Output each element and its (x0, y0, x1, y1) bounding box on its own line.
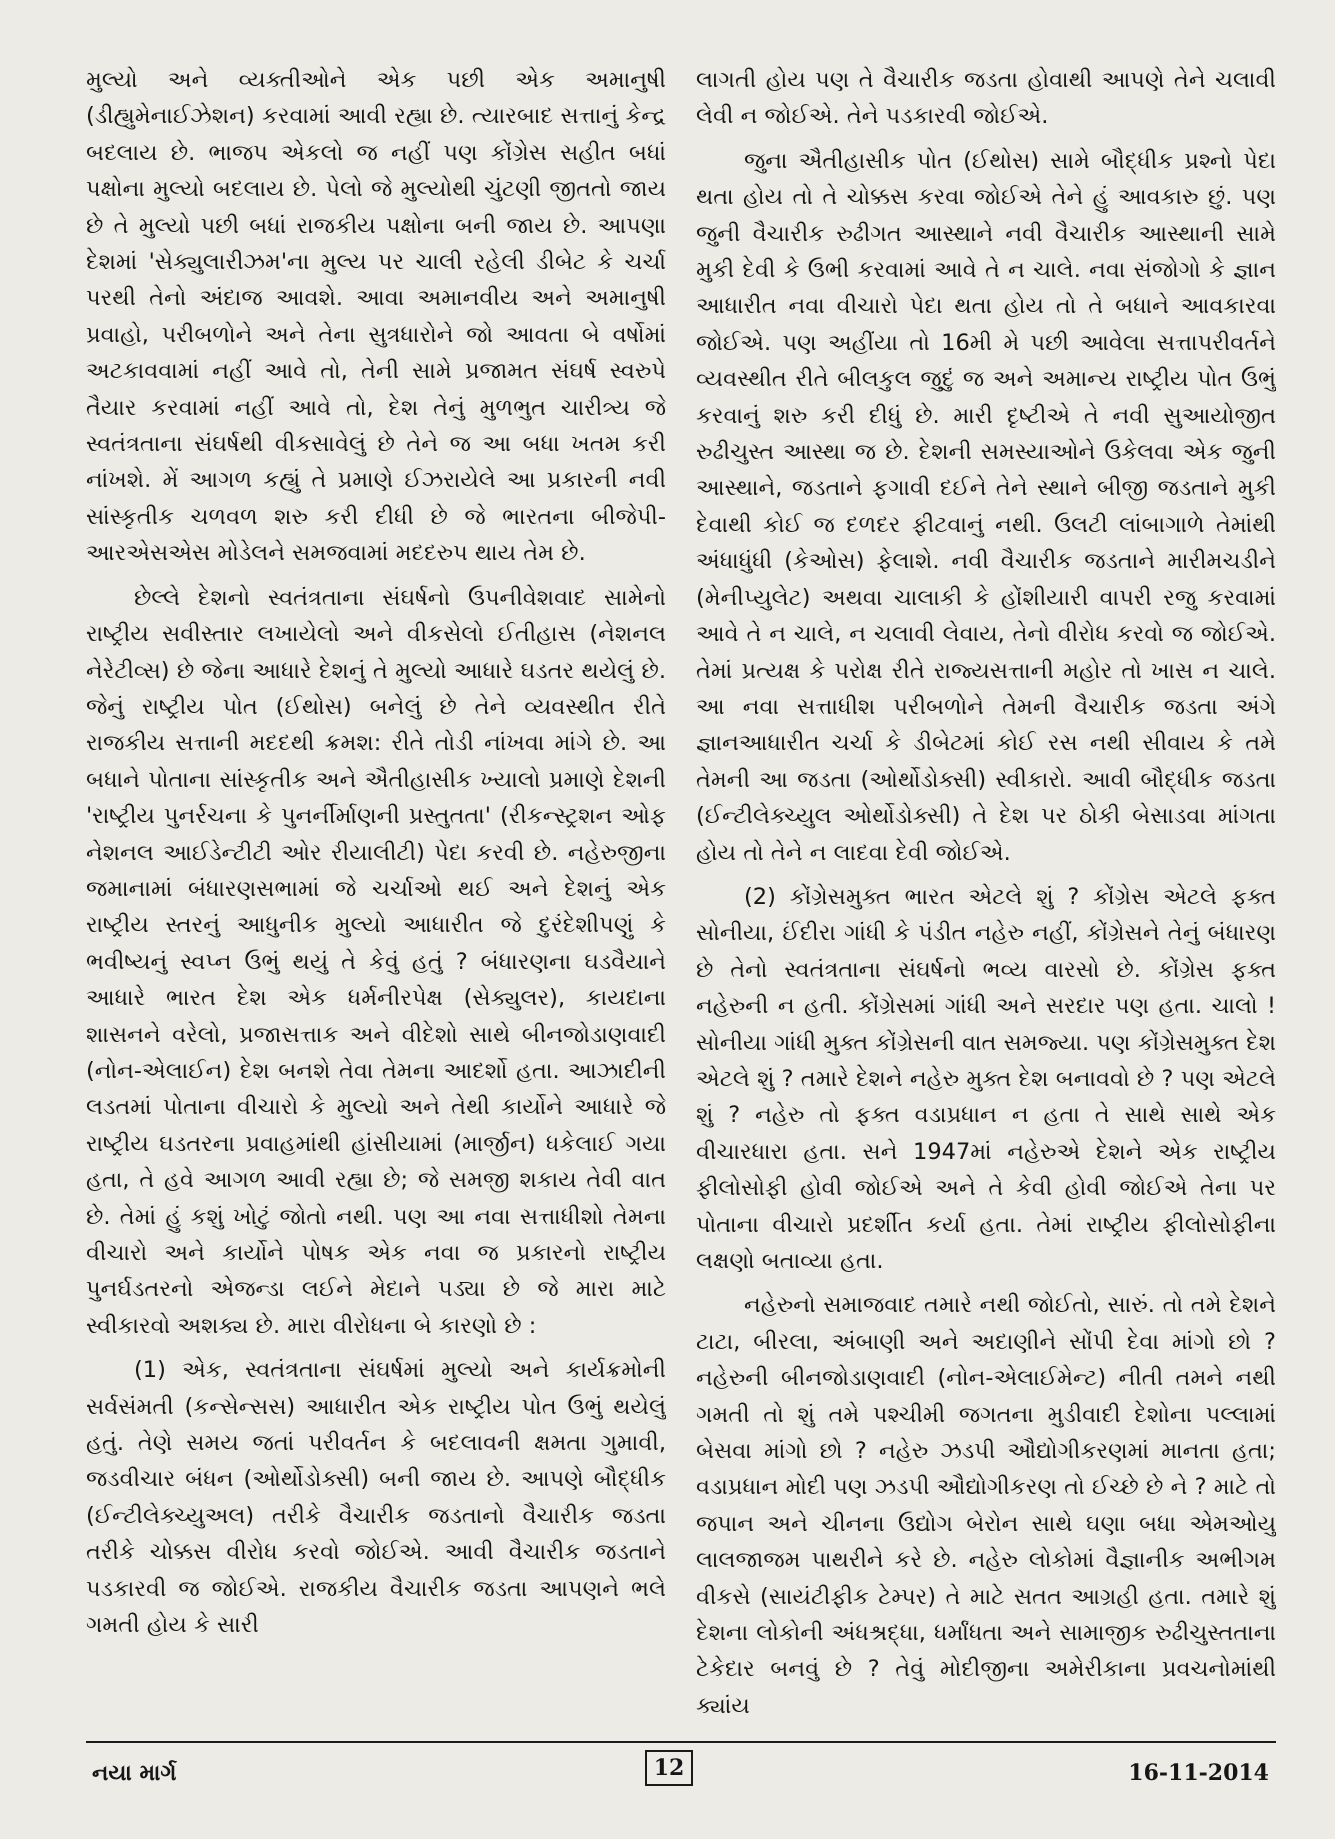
left-column (86, 62, 666, 1734)
paragraph: લાગતી હોય પણ તે વૈચારીક જડતા હોવાથી આપણે તેને ચલાવી લેવી ન જોઈએ. તેને પડકારવી જોઈએ. (696, 67, 1276, 130)
paragraph: (2) કોંગ્રેસમુક્ત ભારત એટલે શું ? કોંગ્રેસ એટલે ફક્ત સોનીયા, ઈંદીરા ગાંધી કે પંડીત નહેરુ નહીં, કોંગ્રેસને તેનું બંધારણ છે તેનો સ્વતંત્રતાના સંઘર્ષનો ભવ્ય વારસો છે. કોંગ્રેસ ફક્ત નહેરુની ન હતી. કોંગ્રેસમાં ગાંધી અને સરદાર પણ હતા. ચાલો ! સોનીયા ગાંધી મુક્ત કોંગ્રેસની વાત સમજ્યા. પણ કોંગ્રેસમુક્ત દેશ એટલે શું ? તમારે દેશને નહેરુ મુક્ત દેશ બનાવવો છે ? પણ એટલે શું ? નહેરુ તો ફક્ત વડાપ્રધાન ન હતા તે સાથે સાથે એક વીચારધારા હતા. સને 1947માં નહેરુએ દેશને એક રાષ્ટ્રીય ફીલોસોફી હોવી જોઈએ અને તે કેવી હોવી જોઈએ તેના પર પોતાના વીચારો પ્રદર્શીત કર્યા હતા. તેમાં રાષ્ટ્રીય ફીલોસોફીના લક્ષણો બતાવ્યા હતા. (696, 883, 1276, 1274)
right-column (696, 62, 1276, 1734)
footer-divider (86, 1741, 1276, 1743)
paragraph: છેલ્લે દેશનો સ્વતંત્રતાના સંઘર્ષનો ઉપનીવેશવાદ સામેનો રાષ્ટ્રીય સવીસ્તાર લખાયેલો અને વીકસેલો ઈતીહાસ (નેશનલ નેરેટીવ્સ) છે જેના આધારે દેશનું તે મુલ્યો આધારે ઘડતર થયેલું છે. જેનું રાષ્ટ્રીય પોત (ઈથોસ) બનેલું છે તેને વ્યવસ્થીત રીતે રાજકીય સત્તાની મદદથી ક્રમશ: રીતે તોડી નાંખવા માંગે છે. આ બધાને પોતાના સાંસ્કૃતીક અને ઐતીહાસીક ખ્યાલો પ્રમાણે દેશની 'રાષ્ટ્રીય પુનર્રચના કે પુનર્નીર્માણની પ્રસ્તુતતા' (રીકન્સ્ટ્રશન ઓફ નેશનલ આઈડેન્ટીટી ઓર રીયાલીટી) પેદા કરવી છે. નહેરુજીના જમાનામાં બંધારણસભામાં જે ચર્ચાઓ થઈ અને દેશનું એક રાષ્ટ્રીય સ્તરનું આધુનીક મુલ્યો આધારીત જે દુરંદેશીપણું કે ભવીષ્યનું સ્વપ્ન ઉભું થયું તે કેવું હતું ? બંધારણના ઘડવૈયાને આધારે ભારત દેશ એક ધર્મનીરપેક્ષ (સેક્યુલર), કાયદાના શાસનને વરેલો, પ્રજાસત્તાક અને વીદેશો સાથે બીનજોડાણવાદી (નોન-એલાઈન) દેશ બનશે તેવા તેમના આદર્શો હતા. આઝાદીની લડતમાં પોતાના વીચારો કે મુલ્યો અને તેથી કાર્યોને આધારે જે રાષ્ટ્રીય ઘડતરના પ્રવાહમાંથી હાંસીયામાં (માર્જીન) ધકેલાઈ ગયા હતા, તે હવે આગળ આવી રહ્યા છે; જે સમજી શકાય તેવી વાત છે. તેમાં હું કશું ખોટું જોતો નથી. પણ આ નવા સત્તાધીશો તેમના વીચારો અને કાર્યોને પોષક એક નવા જ પ્રકારનો રાષ્ટ્રીય પુનર્ઘડતરનો એજન્ડા લઈને મેદાને પડ્યા છે જે મારા માટે સ્વીકારવો અશક્ય છે. મારા વીરોધના બે કારણો છે : (86, 584, 666, 1339)
article-body (86, 62, 1276, 1734)
paragraph: જુના ઐતીહાસીક પોત (ઈથોસ) સામે બૌદ્ધીક પ્રશ્નો પેદા થતા હોય તો તે ચોક્કસ કરવા જોઈએ તેને હું આવકારુ છું. પણ જુની વૈચારીક રુઢીગત આસ્થાને નવી વૈચારીક આસ્થાની સામે મુકી દેવી કે ઉભી કરવામાં આવે તે ન ચાલે. નવા સંજોગો કે જ્ઞાન આધારીત નવા વીચારો પેદા થતા હોય તો તે બધાને આવકારવા જોઈએ. પણ અહીંયા તો 16મી મે પછી આવેલા સત્તાપરીવર્તને વ્યવસ્થીત રીતે બીલકુલ જુદું જ અને અમાન્ય રાષ્ટ્રીય પોત ઉભું કરવાનું શરુ કરી દીધું છે. મારી દૃષ્ટીએ તે નવી સુઆયોજીત રુઢીચુસ્ત આસ્થા જ છે. દેશની સમસ્યાઓને ઉકેલવા એક જુની આસ્થાને, જડતાને ફગાવી દઈને તેને સ્થાને બીજી જડતાને મુકી દેવાથી કોઈ જ દળદર ફીટવાનું નથી. ઉલટી લાંબાગાળે તેમાંથી અંધાધુંધી (કેઓસ) ફેલાશે. નવી વૈચારીક જડતાને મારીમચડીને (મેનીપ્યુલેટ) અથવા ચાલાકી કે હોંશીયારી વાપરી રજુ કરવામાં આવે તે ન ચાલે, ન ચલાવી લેવાય, તેનો વીરોધ કરવો જ જોઈએ. તેમાં પ્રત્યક્ષ કે પરોક્ષ રીતે રાજ્યસત્તાની મહોર તો ખાસ ન ચાલે. આ નવા સત્તાધીશ પરીબળોને તેમની વૈચારીક જડતા અંગે જ્ઞાનઆધારીત ચર્ચા કે ડીબેટમાં કોઈ રસ નથી સીવાય કે તમે તેમની આ જડતા (ઓર્થોડોક્સી) સ્વીકારો. આવી બૌદ્ધીક જડતા (ઈન્ટીલેક્ચ્યુલ ઓર્થોડોક્સી) તે દેશ પર ઠોકી બેસાડવા માંગતા હોય તો તેને ન લાદવા દેવી જોઈએ. (696, 147, 1276, 866)
paragraph: (1) એક, સ્વતંત્રતાના સંઘર્ષમાં મુલ્યો અને કાર્યક્રમોની સર્વસંમતી (કન્સેન્સસ) આધારીત એક રાષ્ટ્રીય પોત ઉભું થયેલું હતું. તેણે સમય જતાં પરીવર્તન કે બદલાવની ક્ષમતા ગુમાવી, જડવીચાર બંધન (ઓર્થોડોક્સી) બની જાય છે. આપણે બૌદ્ધીક (ઈન્ટીલેક્ચ્યુઅલ) તરીકે વૈચારીક જડતાનો વૈચારીક જડતા તરીકે ચોક્કસ વીરોધ કરવો જોઈએ. આવી વૈચારીક જડતાને પડકારવી જ જોઈએ. રાજકીય વૈચારીક જડતા આપણને ભલે ગમતી હોય કે સારી (86, 1357, 666, 1639)
issue-date: 16-11-2014 (1128, 1760, 1269, 1786)
paragraph: મુલ્યો અને વ્યક્તીઓને એક પછી એક અમાનુષી (ડીહ્યુમેનાઈઝેશન) કરવામાં આવી રહ્યા છે. ત્યારબાદ સત્તાનું કેન્દ્ર બદલાય છે. ભાજપ એકલો જ નહીં પણ કોંગ્રેસ સહીત બધાં પક્ષોના મુલ્યો બદલાય છે. પેલો જે મુલ્યોથી ચુંટણી જીતતો જાય છે તે મુલ્યો પછી બધાં રાજકીય પક્ષોના બની જાય છે. આપણા દેશમાં 'સેક્યુલારીઝમ'ના મુલ્ય પર ચાલી રહેલી ડીબેટ કે ચર્ચા પરથી તેનો અંદાજ આવશે. આવા અમાનવીય અને અમાનુષી પ્રવાહો, પરીબળોને અને તેના સુત્રધારોને જો આવતા બે વર્ષોમાં અટકાવવામાં નહીં આવે તો, તેની સામે પ્રજામત સંઘર્ષ સ્વરુપે તૈયાર કરવામાં નહીં આવે તો, દેશ તેનું મુળભુત ચારીત્ર્ય જે સ્વતંત્રતાના સંઘર્ષથી વીકસાવેલું છે તેને જ આ બધા ખતમ કરી નાંખશે. મેં આગળ કહ્યું તે પ્રમાણે ઈઝરાયેલે આ પ્રકારની નવી સાંસ્કૃતીક ચળવળ શરુ કરી દીધી છે જે ભારતના બીજેપી-આરએસએસ મોડેલને સમજવામાં મદદરુપ થાય તેમ છે. (86, 67, 666, 567)
publication-name: નયા માર્ગ (92, 1760, 177, 1786)
page-number: 12 (645, 1750, 693, 1786)
paragraph: નહેરુનો સમાજવાદ તમારે નથી જોઈતો, સારું. તો તમે દેશને ટાટા, બીરલા, અંબાણી અને અદાણીને સોંપી દેવા માંગો છો ? નહેરુની બીનજોડાણવાદી (નોન-એલાઈમેન્ટ) નીતી તમને નથી ગમતી તો શું તમે પશ્ચીમી જગતના મુડીવાદી દેશોના પલ્લામાં બેસવા માંગો છો ? નહેરુ ઝડપી ઔદ્યોગીકરણમાં માનતા હતા; વડાપ્રધાન મોદી પણ ઝડપી ઔદ્યોગીકરણ તો ઈચ્છે છે ને ? માટે તો જપાન અને ચીનના ઉદ્યોગ બેરોન સાથે ઘણા બધા એમઓયુ લાલજાજમ પાથરીને કરે છે. નહેરુ લોકોમાં વૈજ્ઞાનીક અભીગમ વીકસે (સાયંટીફીક ટેમ્પર) તે માટે સતત આગ્રહી હતા. તમારે શું દેશના લોકોની અંધશ્રદ્ધા, ધર્માંધતા અને સામાજીક રુઢીચુસ્તતાના ટેકેદાર બનવું છે ? તેવું મોદીજીના અમેરીકાના પ્રવચનોમાંથી ક્યાંય (696, 1292, 1276, 1719)
